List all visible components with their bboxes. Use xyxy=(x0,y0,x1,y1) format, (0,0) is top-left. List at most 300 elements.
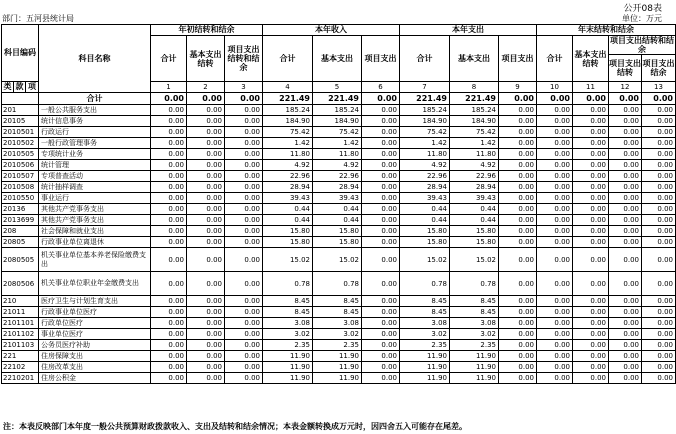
amount-cell: 0.00 xyxy=(573,182,609,193)
amount-cell: 0.00 xyxy=(573,237,609,248)
amount-cell: 0.00 xyxy=(499,307,537,318)
amount-cell: 0.78 xyxy=(450,272,499,296)
kuan-header: 款 xyxy=(15,82,24,91)
amount-cell: 0.00 xyxy=(642,171,676,182)
amount-cell: 0.00 xyxy=(573,149,609,160)
amount-cell: 0.00 xyxy=(187,116,225,127)
subject-code: 2010505 xyxy=(2,149,39,160)
amount-cell: 0.00 xyxy=(187,351,225,362)
amount-cell: 75.42 xyxy=(263,127,313,138)
subject-name: 住房保障支出 xyxy=(39,351,151,362)
table-row xyxy=(2,149,676,160)
amount-cell: 0.00 xyxy=(642,193,676,204)
amount-cell: 1.42 xyxy=(450,138,499,149)
begin-total-header: 合计 xyxy=(151,36,187,82)
amount-cell: 11.80 xyxy=(400,149,450,160)
amount-cell: 0.00 xyxy=(573,171,609,182)
amount-cell: 0.44 xyxy=(400,204,450,215)
amount-cell: 0.00 xyxy=(537,307,573,318)
amount-cell: 0.00 xyxy=(187,127,225,138)
amount-cell: 0.00 xyxy=(642,307,676,318)
column-index: 8 xyxy=(450,82,499,93)
amount-cell: 75.42 xyxy=(450,127,499,138)
amount-cell: 0.00 xyxy=(573,193,609,204)
amount-cell: 0.00 xyxy=(642,138,676,149)
amount-cell: 0.00 xyxy=(537,116,573,127)
subject-name-header: 科目名称 xyxy=(39,25,151,93)
amount-cell: 0.00 xyxy=(499,373,537,384)
amount-cell: 11.90 xyxy=(263,373,313,384)
amount-cell: 0.00 xyxy=(362,237,400,248)
amount-cell: 0.00 xyxy=(609,182,642,193)
subject-code: 2101101 xyxy=(2,318,39,329)
amount-cell: 8.45 xyxy=(313,296,362,307)
subject-name: 事业单位医疗 xyxy=(39,329,151,340)
subject-name: 统计管理 xyxy=(39,160,151,171)
amount-cell: 0.78 xyxy=(313,272,362,296)
amount-cell: 0.00 xyxy=(642,215,676,226)
amount-cell: 0.00 xyxy=(499,296,537,307)
amount-cell: 0.00 xyxy=(499,226,537,237)
subject-name: 专项普查活动 xyxy=(39,171,151,182)
subject-code: 210 xyxy=(2,296,39,307)
amount-cell: 1.42 xyxy=(313,138,362,149)
total-row xyxy=(2,93,676,105)
table-row xyxy=(2,226,676,237)
amount-cell: 11.90 xyxy=(263,362,313,373)
amount-cell: 15.80 xyxy=(400,237,450,248)
expense-header: 本年支出 xyxy=(400,25,537,36)
amount-cell: 0.00 xyxy=(642,237,676,248)
amount-cell: 0.00 xyxy=(151,204,187,215)
amount-cell: 0.00 xyxy=(225,340,263,351)
amount-cell: 8.45 xyxy=(400,296,450,307)
table-row xyxy=(2,318,676,329)
amount-cell: 8.45 xyxy=(450,307,499,318)
amount-cell: 0.00 xyxy=(573,160,609,171)
amount-cell: 8.45 xyxy=(450,296,499,307)
amount-cell: 8.45 xyxy=(313,307,362,318)
amount-cell: 0.00 xyxy=(187,226,225,237)
amount-cell: 0.00 xyxy=(609,237,642,248)
subject-name: 公务员医疗补助 xyxy=(39,340,151,351)
column-index: 11 xyxy=(573,82,609,93)
income-total-header: 合计 xyxy=(263,36,313,82)
begin-balance-header: 年初结转和结余 xyxy=(151,25,263,36)
amount-cell: 0.00 xyxy=(187,171,225,182)
amount-cell: 0.00 xyxy=(573,329,609,340)
subject-code: 2080506 xyxy=(2,272,39,296)
amount-cell: 0.00 xyxy=(187,373,225,384)
amount-cell: 0.00 xyxy=(499,351,537,362)
column-index: 10 xyxy=(537,82,573,93)
amount-cell: 0.00 xyxy=(151,149,187,160)
amount-cell: 0.00 xyxy=(573,307,609,318)
subject-name: 一般公共服务支出 xyxy=(39,105,151,116)
total-cell: 0.00 xyxy=(573,93,609,105)
amount-cell: 0.00 xyxy=(609,307,642,318)
amount-cell: 0.00 xyxy=(642,362,676,373)
amount-cell: 3.02 xyxy=(400,329,450,340)
amount-cell: 0.00 xyxy=(362,116,400,127)
amount-cell: 0.00 xyxy=(225,215,263,226)
amount-cell: 0.00 xyxy=(573,248,609,272)
amount-cell: 0.00 xyxy=(151,105,187,116)
amount-cell: 0.00 xyxy=(225,182,263,193)
column-index: 7 xyxy=(400,82,450,93)
subject-name: 其他共产党事务支出 xyxy=(39,215,151,226)
amount-cell: 3.02 xyxy=(450,329,499,340)
amount-cell: 0.00 xyxy=(573,226,609,237)
amount-cell: 0.00 xyxy=(499,193,537,204)
amount-cell: 0.00 xyxy=(225,307,263,318)
amount-cell: 0.00 xyxy=(537,248,573,272)
amount-cell: 184.90 xyxy=(263,116,313,127)
amount-cell: 0.00 xyxy=(573,116,609,127)
amount-cell: 0.44 xyxy=(263,215,313,226)
amount-cell: 0.00 xyxy=(537,149,573,160)
amount-cell: 185.24 xyxy=(400,105,450,116)
amount-cell: 15.80 xyxy=(263,237,313,248)
table-row xyxy=(2,296,676,307)
amount-cell: 8.45 xyxy=(263,296,313,307)
amount-cell: 184.90 xyxy=(450,116,499,127)
amount-cell: 39.43 xyxy=(450,193,499,204)
amount-cell: 15.02 xyxy=(450,248,499,272)
subject-name: 专项统计业务 xyxy=(39,149,151,160)
amount-cell: 0.00 xyxy=(187,272,225,296)
amount-cell: 0.00 xyxy=(499,272,537,296)
amount-cell: 0.00 xyxy=(187,340,225,351)
amount-cell: 0.00 xyxy=(151,237,187,248)
amount-cell: 4.92 xyxy=(450,160,499,171)
subject-name: 行政运行 xyxy=(39,127,151,138)
amount-cell: 0.00 xyxy=(362,340,400,351)
amount-cell: 4.92 xyxy=(313,160,362,171)
amount-cell: 0.00 xyxy=(225,138,263,149)
amount-cell: 0.00 xyxy=(537,318,573,329)
amount-cell: 0.00 xyxy=(642,226,676,237)
amount-cell: 0.00 xyxy=(362,248,400,272)
amount-cell: 2.35 xyxy=(400,340,450,351)
amount-cell: 0.00 xyxy=(225,149,263,160)
amount-cell: 0.00 xyxy=(642,160,676,171)
amount-cell: 15.80 xyxy=(400,226,450,237)
total-cell: 0.00 xyxy=(642,93,676,105)
amount-cell: 0.00 xyxy=(642,296,676,307)
table-row xyxy=(2,248,676,272)
amount-cell: 0.00 xyxy=(225,116,263,127)
amount-cell: 0.00 xyxy=(187,296,225,307)
subject-name: 住房改革支出 xyxy=(39,362,151,373)
amount-cell: 11.80 xyxy=(263,149,313,160)
amount-cell: 0.00 xyxy=(151,248,187,272)
income-basic-header: 基本支出 xyxy=(313,36,362,82)
amount-cell: 0.00 xyxy=(537,105,573,116)
subject-code: 20105 xyxy=(2,116,39,127)
subject-name: 社会保障和就业支出 xyxy=(39,226,151,237)
amount-cell: 0.00 xyxy=(151,340,187,351)
amount-cell: 0.00 xyxy=(151,138,187,149)
amount-cell: 0.00 xyxy=(537,171,573,182)
column-index: 13 xyxy=(642,82,676,93)
amount-cell: 0.00 xyxy=(362,193,400,204)
amount-cell: 0.00 xyxy=(499,329,537,340)
amount-cell: 0.44 xyxy=(400,215,450,226)
amount-cell: 0.44 xyxy=(263,204,313,215)
amount-cell: 3.08 xyxy=(313,318,362,329)
amount-cell: 0.00 xyxy=(573,138,609,149)
subject-code: 201 xyxy=(2,105,39,116)
amount-cell: 0.00 xyxy=(499,105,537,116)
amount-cell: 0.00 xyxy=(225,237,263,248)
amount-cell: 15.02 xyxy=(263,248,313,272)
amount-cell: 28.94 xyxy=(400,182,450,193)
amount-cell: 0.00 xyxy=(537,272,573,296)
amount-cell: 0.00 xyxy=(151,362,187,373)
amount-cell: 8.45 xyxy=(400,307,450,318)
amount-cell: 0.00 xyxy=(642,127,676,138)
amount-cell: 0.00 xyxy=(537,138,573,149)
amount-cell: 15.80 xyxy=(450,237,499,248)
xiang-header: 项 xyxy=(26,82,39,93)
amount-cell: 0.00 xyxy=(362,296,400,307)
amount-cell: 0.00 xyxy=(609,105,642,116)
amount-cell: 0.00 xyxy=(573,318,609,329)
amount-cell: 11.90 xyxy=(313,373,362,384)
amount-cell: 0.00 xyxy=(362,149,400,160)
amount-cell: 0.00 xyxy=(609,204,642,215)
amount-cell: 0.00 xyxy=(609,351,642,362)
amount-cell: 0.00 xyxy=(225,272,263,296)
total-cell: 0.00 xyxy=(187,93,225,105)
subject-code: 2010550 xyxy=(2,193,39,204)
footnote: 注：本表反映部门本年度一般公共预算财政拨款收入、支出及结转和结余情况；本表金额转换成万元时，因四舍五入可能存在尾差。 xyxy=(3,422,467,431)
amount-cell: 4.92 xyxy=(400,160,450,171)
subject-code: 208 xyxy=(2,226,39,237)
amount-cell: 0.00 xyxy=(642,105,676,116)
amount-cell: 0.00 xyxy=(225,171,263,182)
amount-cell: 0.00 xyxy=(225,248,263,272)
amount-cell: 0.00 xyxy=(499,204,537,215)
amount-cell: 0.00 xyxy=(362,272,400,296)
amount-cell: 0.00 xyxy=(537,204,573,215)
amount-cell: 0.00 xyxy=(537,362,573,373)
amount-cell: 0.00 xyxy=(537,351,573,362)
amount-cell: 2.35 xyxy=(263,340,313,351)
amount-cell: 0.00 xyxy=(573,272,609,296)
table-row xyxy=(2,116,676,127)
amount-cell: 0.00 xyxy=(499,340,537,351)
table-row xyxy=(2,105,676,116)
table-row xyxy=(2,329,676,340)
amount-cell: 0.00 xyxy=(225,362,263,373)
subject-code: 2210201 xyxy=(2,373,39,384)
column-index: 4 xyxy=(263,82,313,93)
amount-cell: 0.00 xyxy=(609,248,642,272)
amount-cell: 0.00 xyxy=(537,193,573,204)
amount-cell: 11.90 xyxy=(450,362,499,373)
amount-cell: 0.00 xyxy=(151,116,187,127)
amount-cell: 0.00 xyxy=(642,272,676,296)
amount-cell: 0.00 xyxy=(225,296,263,307)
amount-cell: 0.00 xyxy=(225,105,263,116)
amount-cell: 0.00 xyxy=(187,307,225,318)
amount-cell: 2.35 xyxy=(313,340,362,351)
amount-cell: 0.00 xyxy=(225,373,263,384)
amount-cell: 185.24 xyxy=(263,105,313,116)
amount-cell: 0.00 xyxy=(609,226,642,237)
table-row xyxy=(2,272,676,296)
amount-cell: 11.90 xyxy=(450,351,499,362)
end-balance-header: 年末结转和结余 xyxy=(537,25,676,36)
amount-cell: 15.80 xyxy=(263,226,313,237)
subject-code: 20136 xyxy=(2,204,39,215)
column-index: 5 xyxy=(313,82,362,93)
subject-code: 2010506 xyxy=(2,160,39,171)
amount-cell: 0.00 xyxy=(187,237,225,248)
amount-cell: 1.42 xyxy=(400,138,450,149)
amount-cell: 75.42 xyxy=(400,127,450,138)
amount-cell: 0.78 xyxy=(400,272,450,296)
amount-cell: 0.00 xyxy=(151,193,187,204)
total-cell: 221.49 xyxy=(263,93,313,105)
amount-cell: 0.00 xyxy=(362,105,400,116)
amount-cell: 0.00 xyxy=(609,340,642,351)
subject-name: 统计信息事务 xyxy=(39,116,151,127)
column-index: 12 xyxy=(609,82,642,93)
table-row xyxy=(2,193,676,204)
amount-cell: 11.90 xyxy=(450,373,499,384)
amount-cell: 0.00 xyxy=(151,160,187,171)
amount-cell: 0.00 xyxy=(609,193,642,204)
table-row xyxy=(2,237,676,248)
amount-cell: 11.90 xyxy=(400,351,450,362)
begin-project-header: 项目支出结转和结余 xyxy=(225,36,263,82)
amount-cell: 0.00 xyxy=(362,160,400,171)
amount-cell: 0.00 xyxy=(609,160,642,171)
total-cell: 0.00 xyxy=(225,93,263,105)
amount-cell: 0.00 xyxy=(573,215,609,226)
amount-cell: 0.00 xyxy=(609,373,642,384)
amount-cell: 2.35 xyxy=(450,340,499,351)
end-project-surplus-header: 项目支出结余 xyxy=(642,55,676,82)
amount-cell: 1.42 xyxy=(263,138,313,149)
column-index: 9 xyxy=(499,82,537,93)
amount-cell: 0.00 xyxy=(187,318,225,329)
amount-cell: 0.00 xyxy=(151,318,187,329)
amount-cell: 0.00 xyxy=(151,171,187,182)
total-cell: 0.00 xyxy=(499,93,537,105)
amount-cell: 0.00 xyxy=(187,215,225,226)
amount-cell: 28.94 xyxy=(263,182,313,193)
amount-cell: 0.00 xyxy=(537,296,573,307)
total-cell: 221.49 xyxy=(400,93,450,105)
end-project-carry-header: 项目支出结转 xyxy=(609,55,642,82)
subject-name: 统计抽样调查 xyxy=(39,182,151,193)
amount-cell: 0.00 xyxy=(362,307,400,318)
amount-cell: 0.00 xyxy=(187,329,225,340)
amount-cell: 0.00 xyxy=(151,182,187,193)
lei-header: 类 xyxy=(3,82,12,91)
amount-cell: 0.00 xyxy=(573,362,609,373)
subject-name: 行政事业单位离退休 xyxy=(39,237,151,248)
total-cell: 0.00 xyxy=(151,93,187,105)
amount-cell: 0.00 xyxy=(537,373,573,384)
subject-code: 2010507 xyxy=(2,171,39,182)
amount-cell: 0.00 xyxy=(362,362,400,373)
amount-cell: 0.00 xyxy=(573,373,609,384)
amount-cell: 22.96 xyxy=(450,171,499,182)
table-row xyxy=(2,182,676,193)
amount-cell: 0.00 xyxy=(499,362,537,373)
amount-cell: 0.00 xyxy=(537,215,573,226)
form-code: 公开08表 xyxy=(623,4,662,14)
subject-code: 221 xyxy=(2,351,39,362)
amount-cell: 3.02 xyxy=(313,329,362,340)
amount-cell: 0.00 xyxy=(225,193,263,204)
subject-name: 医疗卫生与计划生育支出 xyxy=(39,296,151,307)
amount-cell: 0.00 xyxy=(499,318,537,329)
amount-cell: 0.00 xyxy=(499,116,537,127)
amount-cell: 15.80 xyxy=(313,226,362,237)
subject-code: 2101102 xyxy=(2,329,39,340)
amount-cell: 0.44 xyxy=(313,204,362,215)
total-cell: 0.00 xyxy=(362,93,400,105)
amount-cell: 0.00 xyxy=(499,248,537,272)
amount-cell: 0.00 xyxy=(499,160,537,171)
amount-cell: 39.43 xyxy=(263,193,313,204)
amount-cell: 3.08 xyxy=(263,318,313,329)
amount-cell: 15.80 xyxy=(450,226,499,237)
amount-cell: 0.00 xyxy=(573,204,609,215)
amount-cell: 0.00 xyxy=(151,127,187,138)
amount-cell: 0.00 xyxy=(537,127,573,138)
amount-cell: 0.44 xyxy=(450,204,499,215)
subject-name: 事业运行 xyxy=(39,193,151,204)
table-row xyxy=(2,307,676,318)
amount-cell: 0.00 xyxy=(609,171,642,182)
amount-cell: 0.00 xyxy=(499,171,537,182)
amount-cell: 0.00 xyxy=(609,362,642,373)
amount-cell: 0.00 xyxy=(151,351,187,362)
amount-cell: 0.00 xyxy=(537,329,573,340)
budget-table xyxy=(1,24,676,384)
column-index: 3 xyxy=(225,82,263,93)
amount-cell: 0.00 xyxy=(609,318,642,329)
subject-code: 2010502 xyxy=(2,138,39,149)
amount-cell: 0.00 xyxy=(499,182,537,193)
table-row xyxy=(2,160,676,171)
amount-cell: 0.00 xyxy=(642,351,676,362)
amount-cell: 0.00 xyxy=(642,318,676,329)
amount-cell: 0.00 xyxy=(187,193,225,204)
amount-cell: 0.00 xyxy=(151,215,187,226)
amount-cell: 0.00 xyxy=(537,226,573,237)
column-index: 2 xyxy=(187,82,225,93)
amount-cell: 11.80 xyxy=(313,149,362,160)
amount-cell: 0.00 xyxy=(609,296,642,307)
amount-cell: 184.90 xyxy=(313,116,362,127)
amount-cell: 0.00 xyxy=(225,318,263,329)
total-cell: 221.49 xyxy=(450,93,499,105)
amount-cell: 0.00 xyxy=(362,329,400,340)
amount-cell: 0.00 xyxy=(151,373,187,384)
subject-code: 2013699 xyxy=(2,215,39,226)
amount-cell: 0.00 xyxy=(151,329,187,340)
amount-cell: 0.00 xyxy=(499,237,537,248)
unit-label: 单位：万元 xyxy=(622,14,662,23)
